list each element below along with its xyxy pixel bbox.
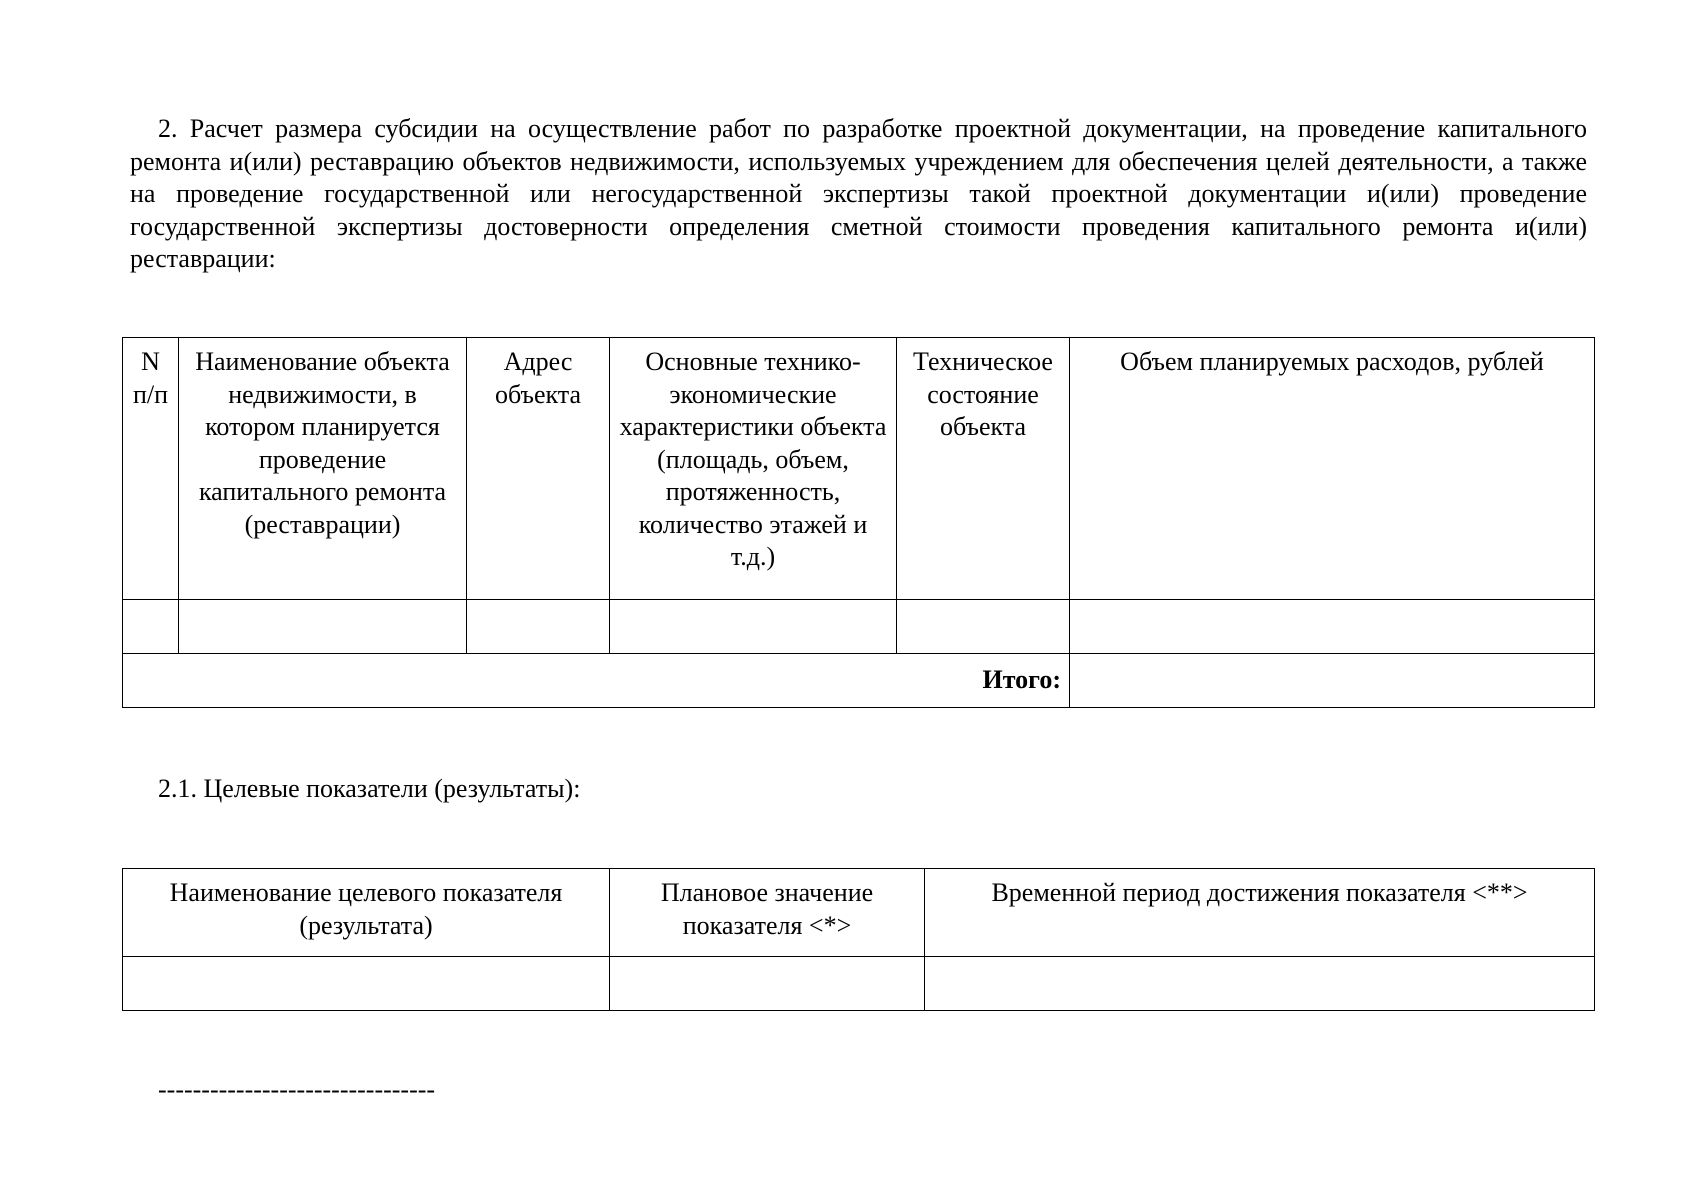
- column-header-address: Адрес объекта: [467, 338, 610, 600]
- column-header-number: N п/п: [123, 338, 179, 600]
- table-cell: [179, 600, 467, 654]
- table-cell: [897, 600, 1070, 654]
- table-cell: [1070, 600, 1595, 654]
- total-row: [123, 654, 1595, 708]
- table-cell: [123, 600, 179, 654]
- section-2-1-heading: 2.1. Целевые показатели (результаты):: [158, 774, 581, 803]
- column-header-indicator-name: Наименование целевого показателя (результата): [123, 869, 610, 957]
- total-value: [1070, 654, 1595, 708]
- table-cell: [610, 600, 897, 654]
- table-header-row: [123, 338, 1595, 600]
- table-row: [123, 600, 1595, 654]
- subsidy-calculation-table: [122, 337, 1595, 708]
- table-cell: [925, 957, 1595, 1011]
- column-header-technical-state: Техническое состояние объекта: [897, 338, 1070, 600]
- section-2-paragraph: 2. Расчет размера субсидии на осуществление работ по разработке проектной документации, на проведение капитального ремонта и(или) реставрацию объектов недвижимости, используемых учреждением для обеспечения целей деятельности, а также на проведение государственной или негосударственной экспертизы такой проектной документации и(или) проведение государственной экспертизы достоверности определения сметной стоимости проведения капитального ремонта и(или) реставрации:: [130, 114, 1587, 273]
- table-row: [123, 957, 1595, 1011]
- table-cell: [467, 600, 610, 654]
- column-header-planned-value: Плановое значение показателя <*>: [610, 869, 925, 957]
- column-header-object-name: Наименование объекта недвижимости, в котором планируется проведение капитального ремонта (реставрации): [179, 338, 467, 600]
- column-header-time-period: Временной период достижения показателя <**>: [925, 869, 1595, 957]
- target-indicators-table: [122, 868, 1595, 1011]
- table-header-row: [123, 869, 1595, 957]
- footnote-separator: --------------------------------: [158, 1075, 436, 1104]
- column-header-planned-expenses: Объем планируемых расходов, рублей: [1070, 338, 1595, 600]
- table-cell: [610, 957, 925, 1011]
- table-cell: [123, 957, 610, 1011]
- total-label: Итого:: [123, 654, 1070, 708]
- column-header-characteristics: Основные технико-экономические характеристики объекта (площадь, объем, протяженность, количество этажей и т.д.): [610, 338, 897, 600]
